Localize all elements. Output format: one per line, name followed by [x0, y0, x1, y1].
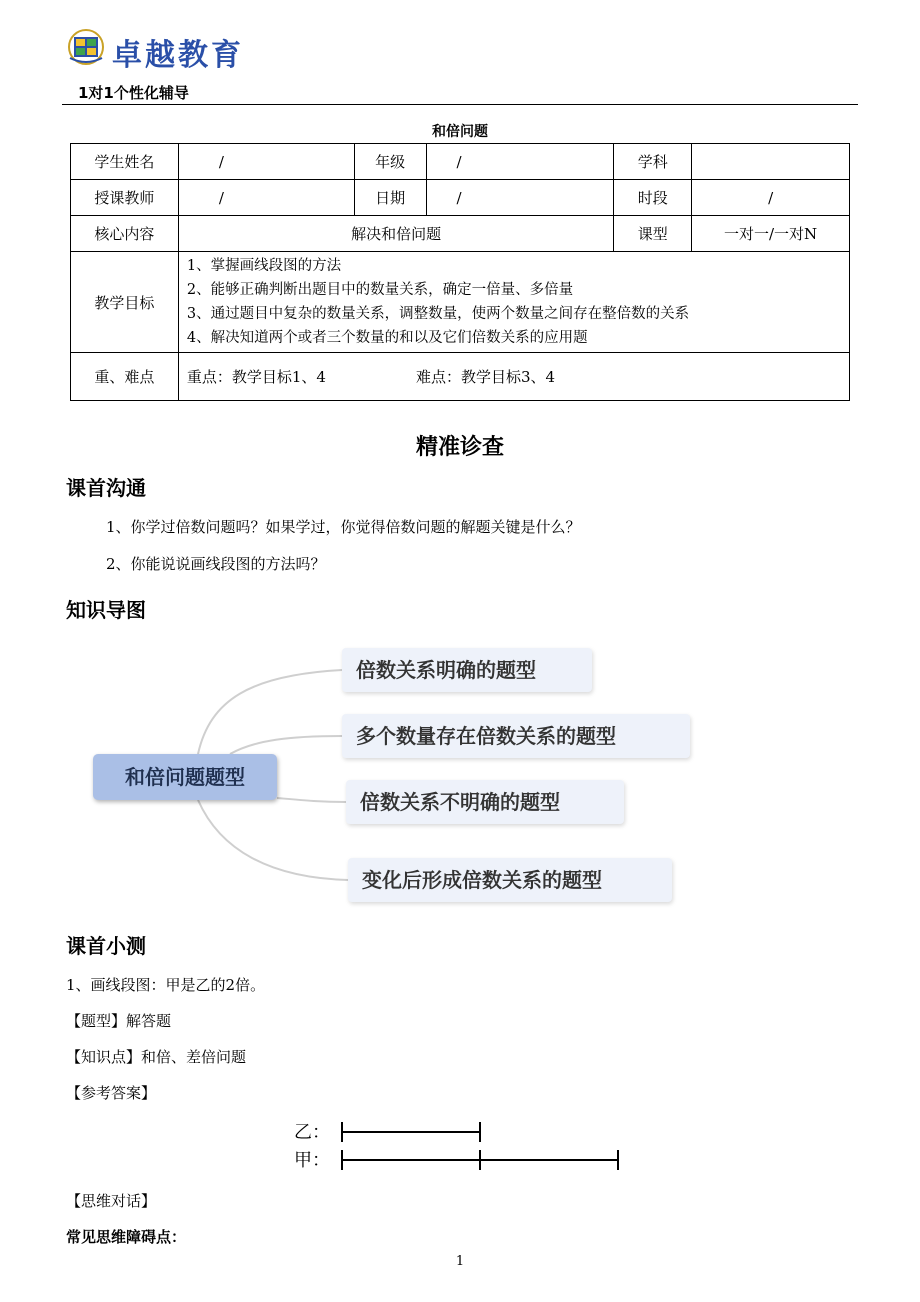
core-content-label: 核心内容	[71, 216, 179, 252]
quiz-knowledge: 【知识点】和倍、差倍问题	[66, 1048, 247, 1066]
mindmap-root-node: 和倍问题题型	[93, 754, 277, 800]
mindmap-branch-node: 多个数量存在倍数关系的题型	[342, 714, 690, 758]
segments-drawing	[294, 1116, 634, 1176]
grade-value: /	[426, 144, 614, 180]
goal-item: 4、解决知道两个或者三个数量的和以及它们倍数关系的应用题	[186, 330, 588, 346]
core-content-value: 解决和倍问题	[178, 216, 613, 252]
intro-question: 1、你学过倍数问题吗？如果学过，你觉得倍数问题的解题关键是什么？	[106, 518, 581, 536]
lesson-title: 和倍问题	[432, 124, 488, 140]
segment-yi	[342, 1122, 480, 1142]
mindmap-heading: 知识导图	[66, 598, 146, 622]
segment-jia	[342, 1150, 618, 1170]
page-header	[62, 22, 862, 108]
quiz-answer-label: 【参考答案】	[66, 1084, 157, 1102]
difficult-point-text: 难点：教学目标3、4	[415, 368, 556, 386]
thinking-dialogue-label: 【思维对话】	[66, 1192, 157, 1210]
section-title: 精准诊查	[415, 435, 504, 460]
date-label: 日期	[354, 180, 426, 216]
brand-name: 卓越教育	[112, 38, 244, 73]
subject-label: 学科	[614, 144, 692, 180]
header-divider	[62, 104, 858, 105]
goals-list	[178, 252, 849, 353]
knowledge-mindmap	[80, 640, 720, 910]
lesson-info-table	[70, 143, 850, 401]
student-name-value: /	[178, 144, 354, 180]
goals-label: 教学目标	[71, 252, 179, 353]
table-row	[71, 180, 850, 216]
table-row	[71, 353, 850, 401]
intro-heading: 课首沟通	[66, 476, 146, 500]
subject-value	[692, 144, 850, 180]
goal-item: 1、掌握画线段图的方法	[186, 258, 342, 274]
mindmap-branch-node: 倍数关系不明确的题型	[346, 780, 624, 824]
page-number: 1	[455, 1254, 465, 1269]
quiz-heading: 课首小测	[66, 934, 146, 958]
teacher-label: 授课教师	[71, 180, 179, 216]
lesson-type-label: 课型	[614, 216, 692, 252]
intro-question: 2、你能说说画线段图的方法吗？	[106, 555, 326, 573]
key-points-label: 重、难点	[71, 353, 179, 401]
mindmap-branch-node: 变化后形成倍数关系的题型	[348, 858, 672, 902]
quiz-question: 1、画线段图：甲是乙的2倍。	[66, 976, 266, 994]
student-name-label: 学生姓名	[71, 144, 179, 180]
goal-item: 3、通过题目中复杂的数量关系，调整数量，使两个数量之间存在整倍数的关系	[186, 306, 690, 322]
period-value: /	[692, 180, 850, 216]
teacher-value: /	[178, 180, 354, 216]
key-points-cell	[178, 353, 849, 401]
period-label: 时段	[614, 180, 692, 216]
key-point-text: 重点：教学目标1、4	[186, 368, 326, 386]
segment-label-yi: 乙：	[294, 1122, 330, 1143]
lesson-type-value: 一对一/一对N	[692, 216, 850, 252]
date-value: /	[426, 180, 614, 216]
header-subtitle: 1对1个性化辅导	[78, 84, 189, 102]
obstacles-label: 常见思维障碍点：	[66, 1228, 187, 1246]
table-row	[71, 216, 850, 252]
grade-label: 年级	[354, 144, 426, 180]
segment-label-jia: 甲：	[294, 1150, 330, 1171]
school-logo-icon	[66, 28, 106, 66]
table-row	[71, 144, 850, 180]
line-segment-diagram	[294, 1116, 634, 1176]
quiz-type: 【题型】解答题	[66, 1012, 172, 1030]
mindmap-branch-node: 倍数关系明确的题型	[342, 648, 592, 692]
table-row	[71, 252, 850, 353]
goal-item: 2、能够正确判断出题目中的数量关系，确定一倍量、多倍量	[186, 282, 574, 298]
